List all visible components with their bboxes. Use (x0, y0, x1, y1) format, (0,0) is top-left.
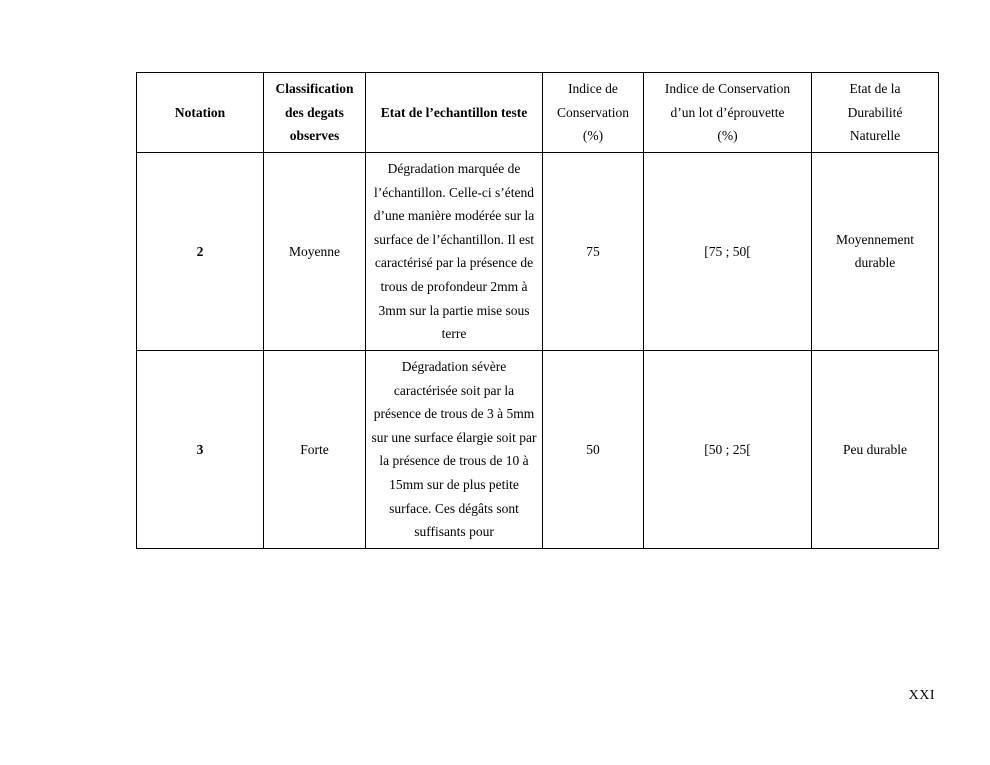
table-body (137, 152, 939, 548)
cell-etat-echantillon: Dégradation marquée de l’échantillon. Celle-ci s’étend d’une manière modérée sur la surface de l’échantillon. Il est caractérisé par la présence de trous de profondeur 2mm à 3mm sur la partie mise sous terre (366, 152, 543, 350)
cell-indice-conservation-lot: [50 ; 25[ (644, 350, 812, 548)
column-header-classification: Classification des degats observes (264, 73, 366, 153)
cell-etat-durabilite: Moyennement durable (812, 152, 939, 350)
cell-indice-conservation: 75 (543, 152, 644, 350)
cell-indice-conservation: 50 (543, 350, 644, 548)
cell-classification: Forte (264, 350, 366, 548)
table (136, 72, 939, 549)
cell-classification: Moyenne (264, 152, 366, 350)
column-header-etat-echantillon: Etat de l’echantillon teste (366, 73, 543, 153)
cell-etat-echantillon: Dégradation sévère caractérisée soit par la présence de trous de 3 à 5mm sur une surface élargie soit par la présence de trous de 10 à 15mm sur de plus petite surface. Ces dégâts sont suffisants pour (366, 350, 543, 548)
table-header (137, 73, 939, 153)
table-row (137, 152, 939, 350)
page-number: XXI (908, 688, 935, 703)
durability-classification-table (136, 72, 914, 549)
table-header-row (137, 73, 939, 153)
column-header-indice-conservation: Indice de Conservation (%) (543, 73, 644, 153)
cell-etat-durabilite: Peu durable (812, 350, 939, 548)
column-header-etat-durabilite: Etat de la Durabilité Naturelle (812, 73, 939, 153)
cell-notation: 2 (137, 152, 264, 350)
column-header-indice-conservation-lot: Indice de Conservation d’un lot d’éprouvette (%) (644, 73, 812, 153)
table-row (137, 350, 939, 548)
cell-indice-conservation-lot: [75 ; 50[ (644, 152, 812, 350)
column-header-notation: Notation (137, 73, 264, 153)
cell-notation: 3 (137, 350, 264, 548)
